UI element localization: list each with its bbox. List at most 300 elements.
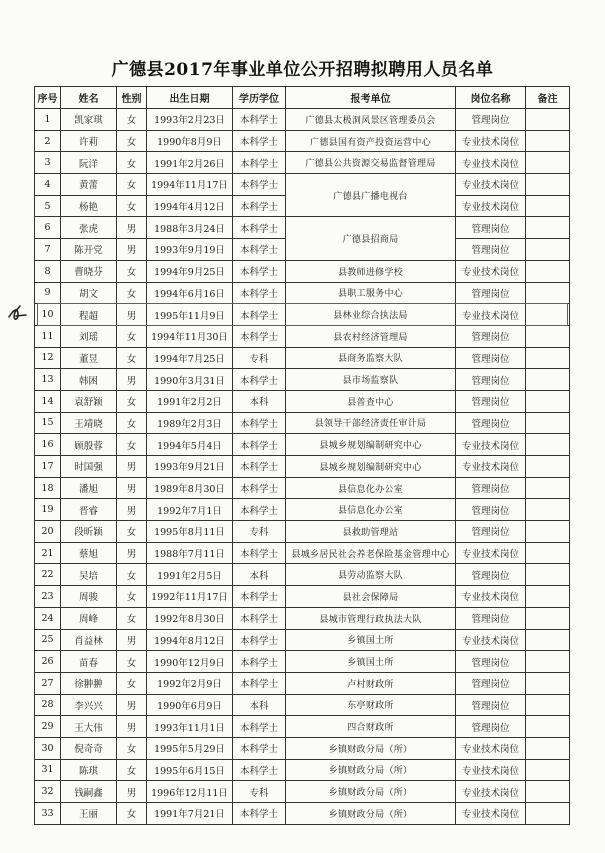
cell-unit: 广德县太极洞风景区管理委员会 xyxy=(286,109,456,131)
cell-position: 管理岗位 xyxy=(456,672,526,694)
cell-note xyxy=(526,737,570,759)
cell-education: 专科 xyxy=(233,521,286,543)
cell-dob: 1989年2月3日 xyxy=(147,412,233,434)
cell-note xyxy=(526,607,570,629)
cell-dob: 1991年2月26日 xyxy=(147,152,233,174)
cell-no: 14 xyxy=(35,390,61,412)
cell-dob: 1994年9月25日 xyxy=(147,260,233,282)
cell-dob: 1991年2月2日 xyxy=(147,390,233,412)
cell-education: 本科学士 xyxy=(233,737,286,759)
cell-note xyxy=(526,803,570,825)
cell-education: 本科学士 xyxy=(233,304,286,326)
cell-education: 本科学士 xyxy=(233,195,286,217)
cell-position: 专业技术岗位 xyxy=(456,130,526,152)
cell-education: 本科学士 xyxy=(233,412,286,434)
cell-position: 管理岗位 xyxy=(456,347,526,369)
cell-note xyxy=(526,260,570,282)
cell-no: 21 xyxy=(35,542,61,564)
cell-unit: 县城乡规划编制研究中心 xyxy=(286,434,456,456)
cell-dob: 1996年12月11日 xyxy=(147,781,233,803)
table-row xyxy=(35,781,570,803)
hire-roster-table xyxy=(34,86,570,825)
cell-name: 周骏 xyxy=(61,586,117,608)
table-body xyxy=(35,109,570,825)
cell-unit: 县农村经济管理局 xyxy=(286,325,456,347)
table-header-row xyxy=(35,87,570,109)
cell-name: 王丽 xyxy=(61,803,117,825)
cell-sex: 女 xyxy=(117,152,147,174)
cell-name: 王靖晓 xyxy=(61,412,117,434)
cell-sex: 女 xyxy=(117,195,147,217)
cell-education: 本科学士 xyxy=(233,434,286,456)
table-row xyxy=(35,152,570,174)
cell-position: 管理岗位 xyxy=(456,282,526,304)
cell-education: 本科 xyxy=(233,390,286,412)
cell-position: 管理岗位 xyxy=(456,369,526,391)
cell-name: 李兴兴 xyxy=(61,694,117,716)
cell-sex: 女 xyxy=(117,390,147,412)
cell-unit: 乡镇国土所 xyxy=(286,629,456,651)
cell-no: 27 xyxy=(35,672,61,694)
cell-education: 本科学士 xyxy=(233,282,286,304)
cell-note xyxy=(526,239,570,261)
cell-sex: 女 xyxy=(117,260,147,282)
cell-sex: 女 xyxy=(117,521,147,543)
cell-sex: 女 xyxy=(117,325,147,347)
cell-note xyxy=(526,412,570,434)
cell-no: 17 xyxy=(35,456,61,478)
cell-dob: 1995年8月11日 xyxy=(147,521,233,543)
cell-education: 本科 xyxy=(233,564,286,586)
cell-sex: 女 xyxy=(117,434,147,456)
cell-unit: 县领导干部经济责任审计局 xyxy=(286,412,456,434)
cell-dob: 1993年9月19日 xyxy=(147,239,233,261)
cell-education: 本科学士 xyxy=(233,217,286,239)
cell-position: 专业技术岗位 xyxy=(456,260,526,282)
cell-note xyxy=(526,586,570,608)
cell-unit: 乡镇财政分局（所） xyxy=(286,781,456,803)
cell-dob: 1990年6月9日 xyxy=(147,694,233,716)
cell-sex: 男 xyxy=(117,694,147,716)
cell-note xyxy=(526,651,570,673)
cell-unit: 乡镇财政分局（所） xyxy=(286,803,456,825)
cell-education: 本科学士 xyxy=(233,239,286,261)
cell-education: 本科学士 xyxy=(233,130,286,152)
cell-unit: 县信息化办公室 xyxy=(286,499,456,521)
cell-note xyxy=(526,542,570,564)
cell-note xyxy=(526,499,570,521)
cell-no: 25 xyxy=(35,629,61,651)
cell-name: 许莉 xyxy=(61,130,117,152)
cell-sex: 男 xyxy=(117,369,147,391)
cell-unit: 四合财政所 xyxy=(286,716,456,738)
cell-unit: 广德县招商局 xyxy=(286,217,456,260)
cell-unit: 广德县公共资源交易监督管理局 xyxy=(286,152,456,174)
cell-position: 管理岗位 xyxy=(456,607,526,629)
cell-no: 12 xyxy=(35,347,61,369)
table-row xyxy=(35,325,570,347)
cell-name: 段昕颖 xyxy=(61,521,117,543)
cell-position: 专业技术岗位 xyxy=(456,304,526,326)
cell-note xyxy=(526,152,570,174)
cell-no: 2 xyxy=(35,130,61,152)
table-row xyxy=(35,651,570,673)
cell-position: 管理岗位 xyxy=(456,499,526,521)
cell-position: 管理岗位 xyxy=(456,521,526,543)
cell-note xyxy=(526,477,570,499)
cell-note xyxy=(526,672,570,694)
cell-name: 钱嗣鑫 xyxy=(61,781,117,803)
cell-no: 6 xyxy=(35,217,61,239)
cell-sex: 女 xyxy=(117,109,147,131)
cell-dob: 1991年2月5日 xyxy=(147,564,233,586)
cell-name: 王大伟 xyxy=(61,716,117,738)
table-row xyxy=(35,109,570,131)
cell-name: 陈琪 xyxy=(61,759,117,781)
cell-sex: 女 xyxy=(117,737,147,759)
cell-dob: 1994年8月12日 xyxy=(147,629,233,651)
cell-sex: 女 xyxy=(117,803,147,825)
table-row xyxy=(35,564,570,586)
cell-name: 胡文 xyxy=(61,282,117,304)
cell-name: 晋睿 xyxy=(61,499,117,521)
cell-education: 本科学士 xyxy=(233,716,286,738)
cell-sex: 男 xyxy=(117,217,147,239)
cell-note xyxy=(526,347,570,369)
col-header-position: 岗位名称 xyxy=(456,87,526,109)
document-title: 广德县2017年事业单位公开招聘拟聘用人员名单 xyxy=(111,60,494,80)
cell-unit: 县普查中心 xyxy=(286,390,456,412)
cell-education: 本科学士 xyxy=(233,629,286,651)
cell-no: 13 xyxy=(35,369,61,391)
cell-position: 管理岗位 xyxy=(456,217,526,239)
cell-education: 本科学士 xyxy=(233,456,286,478)
cell-sex: 女 xyxy=(117,412,147,434)
cell-education: 本科学士 xyxy=(233,499,286,521)
cell-no: 19 xyxy=(35,499,61,521)
cell-name: 周峰 xyxy=(61,607,117,629)
cell-note xyxy=(526,390,570,412)
cell-name: 顾殷蓉 xyxy=(61,434,117,456)
cell-sex: 男 xyxy=(117,477,147,499)
cell-no: 32 xyxy=(35,781,61,803)
cell-position: 专业技术岗位 xyxy=(456,629,526,651)
col-header-unit: 报考单位 xyxy=(286,87,456,109)
cell-position: 管理岗位 xyxy=(456,651,526,673)
cell-no: 10 xyxy=(35,304,61,326)
cell-sex: 女 xyxy=(117,586,147,608)
cell-unit: 东亭财政所 xyxy=(286,694,456,716)
cell-sex: 男 xyxy=(117,239,147,261)
cell-name: 陈开党 xyxy=(61,239,117,261)
table-row xyxy=(35,174,570,196)
cell-note xyxy=(526,130,570,152)
cell-position: 专业技术岗位 xyxy=(456,152,526,174)
cell-unit: 乡镇国土所 xyxy=(286,651,456,673)
cell-dob: 1988年3月24日 xyxy=(147,217,233,239)
table-row xyxy=(35,716,570,738)
cell-unit: 县信息化办公室 xyxy=(286,477,456,499)
cell-unit: 县社会保障局 xyxy=(286,586,456,608)
cell-name: 张虎 xyxy=(61,217,117,239)
cell-position: 管理岗位 xyxy=(456,716,526,738)
cell-education: 本科学士 xyxy=(233,542,286,564)
cell-dob: 1993年2月23日 xyxy=(147,109,233,131)
col-header-education: 学历学位 xyxy=(233,87,286,109)
table-row xyxy=(35,304,570,326)
cell-position: 管理岗位 xyxy=(456,239,526,261)
cell-dob: 1993年9月21日 xyxy=(147,456,233,478)
cell-name: 程超 xyxy=(61,304,117,326)
cell-education: 本科学士 xyxy=(233,109,286,131)
cell-education: 本科 xyxy=(233,694,286,716)
table-row xyxy=(35,434,570,456)
cell-position: 专业技术岗位 xyxy=(456,542,526,564)
cell-sex: 男 xyxy=(117,716,147,738)
cell-unit: 乡镇财政分局（所） xyxy=(286,759,456,781)
table-row xyxy=(35,694,570,716)
cell-sex: 女 xyxy=(117,672,147,694)
table-row xyxy=(35,347,570,369)
cell-name: 徐翀翀 xyxy=(61,672,117,694)
cell-position: 专业技术岗位 xyxy=(456,456,526,478)
cell-name: 刘瑶 xyxy=(61,325,117,347)
cell-dob: 1989年8月30日 xyxy=(147,477,233,499)
cell-position: 专业技术岗位 xyxy=(456,434,526,456)
table-row xyxy=(35,282,570,304)
cell-note xyxy=(526,564,570,586)
cell-no: 11 xyxy=(35,325,61,347)
cell-sex: 女 xyxy=(117,130,147,152)
cell-unit: 县林业综合执法局 xyxy=(286,304,456,326)
cell-name: 吴培 xyxy=(61,564,117,586)
cell-note xyxy=(526,304,570,326)
cell-position: 管理岗位 xyxy=(456,564,526,586)
cell-sex: 男 xyxy=(117,781,147,803)
cell-unit: 广德县国有资产投资运营中心 xyxy=(286,130,456,152)
cell-position: 专业技术岗位 xyxy=(456,174,526,196)
cell-dob: 1995年11月9日 xyxy=(147,304,233,326)
cell-note xyxy=(526,369,570,391)
table-row xyxy=(35,412,570,434)
cell-unit: 县职工服务中心 xyxy=(286,282,456,304)
cell-position: 管理岗位 xyxy=(456,390,526,412)
cell-dob: 1990年8月9日 xyxy=(147,130,233,152)
col-header-dob: 出生日期 xyxy=(147,87,233,109)
cell-name: 肖益林 xyxy=(61,629,117,651)
cell-unit: 县商务监察大队 xyxy=(286,347,456,369)
cell-name: 黄蕾 xyxy=(61,174,117,196)
cell-no: 3 xyxy=(35,152,61,174)
cell-no: 4 xyxy=(35,174,61,196)
cell-no: 7 xyxy=(35,239,61,261)
table-row xyxy=(35,759,570,781)
cell-dob: 1995年5月29日 xyxy=(147,737,233,759)
cell-education: 本科学士 xyxy=(233,651,286,673)
cell-dob: 1994年4月12日 xyxy=(147,195,233,217)
cell-dob: 1994年11月30日 xyxy=(147,325,233,347)
cell-name: 阮洋 xyxy=(61,152,117,174)
cell-note xyxy=(526,716,570,738)
cell-name: 袁舒颖 xyxy=(61,390,117,412)
cell-education: 本科学士 xyxy=(233,174,286,196)
cell-unit: 县救助管理站 xyxy=(286,521,456,543)
cell-unit: 乡镇财政分局（所） xyxy=(286,737,456,759)
cell-position: 专业技术岗位 xyxy=(456,781,526,803)
cell-sex: 男 xyxy=(117,542,147,564)
cell-unit: 卢村财政所 xyxy=(286,672,456,694)
cell-name: 蔡旭 xyxy=(61,542,117,564)
col-header-no: 序号 xyxy=(35,87,61,109)
cell-no: 16 xyxy=(35,434,61,456)
cell-dob: 1992年7月1日 xyxy=(147,499,233,521)
table-row xyxy=(35,369,570,391)
cell-note xyxy=(526,694,570,716)
cell-dob: 1990年3月31日 xyxy=(147,369,233,391)
table-row xyxy=(35,456,570,478)
cell-no: 28 xyxy=(35,694,61,716)
cell-dob: 1993年11月1日 xyxy=(147,716,233,738)
cell-note xyxy=(526,195,570,217)
cell-sex: 男 xyxy=(117,629,147,651)
cell-no: 30 xyxy=(35,737,61,759)
table-row xyxy=(35,542,570,564)
cell-unit: 县城乡规划编制研究中心 xyxy=(286,456,456,478)
table-row xyxy=(35,803,570,825)
table-row xyxy=(35,737,570,759)
cell-sex: 女 xyxy=(117,174,147,196)
cell-no: 33 xyxy=(35,803,61,825)
cell-dob: 1994年7月25日 xyxy=(147,347,233,369)
cell-education: 专科 xyxy=(233,781,286,803)
cell-position: 管理岗位 xyxy=(456,325,526,347)
cell-dob: 1992年8月30日 xyxy=(147,607,233,629)
cell-name: 董昱 xyxy=(61,347,117,369)
cell-sex: 女 xyxy=(117,282,147,304)
cell-unit: 县城市管理行政执法大队 xyxy=(286,607,456,629)
cell-no: 23 xyxy=(35,586,61,608)
cell-name: 韩困 xyxy=(61,369,117,391)
table-row xyxy=(35,499,570,521)
cell-unit: 县劳动监察大队 xyxy=(286,564,456,586)
cell-unit: 县城乡居民社会养老保险基金管理中心 xyxy=(286,542,456,564)
cell-no: 31 xyxy=(35,759,61,781)
cell-position: 专业技术岗位 xyxy=(456,737,526,759)
cell-note xyxy=(526,781,570,803)
cell-name: 杨艳 xyxy=(61,195,117,217)
cell-dob: 1991年7月21日 xyxy=(147,803,233,825)
table-row xyxy=(35,217,570,239)
cell-education: 本科学士 xyxy=(233,477,286,499)
cell-note xyxy=(526,217,570,239)
table-row xyxy=(35,260,570,282)
cell-no: 15 xyxy=(35,412,61,434)
cell-note xyxy=(526,174,570,196)
cell-unit: 县市场监察队 xyxy=(286,369,456,391)
cell-note xyxy=(526,629,570,651)
col-header-note: 备注 xyxy=(526,87,570,109)
table-row xyxy=(35,390,570,412)
cell-dob: 1995年6月15日 xyxy=(147,759,233,781)
cell-education: 本科学士 xyxy=(233,672,286,694)
cell-sex: 女 xyxy=(117,651,147,673)
cell-dob: 1992年11月17日 xyxy=(147,586,233,608)
cell-position: 专业技术岗位 xyxy=(456,759,526,781)
cell-sex: 女 xyxy=(117,564,147,586)
col-header-sex: 性别 xyxy=(117,87,147,109)
cell-name: 曹晓芬 xyxy=(61,260,117,282)
cell-note xyxy=(526,759,570,781)
cell-no: 22 xyxy=(35,564,61,586)
cell-dob: 1994年11月17日 xyxy=(147,174,233,196)
cell-position: 管理岗位 xyxy=(456,694,526,716)
cell-no: 5 xyxy=(35,195,61,217)
cell-no: 29 xyxy=(35,716,61,738)
cell-note xyxy=(526,109,570,131)
table-row xyxy=(35,629,570,651)
cell-no: 8 xyxy=(35,260,61,282)
cell-name: 时国强 xyxy=(61,456,117,478)
table-row xyxy=(35,521,570,543)
table-row xyxy=(35,130,570,152)
cell-dob: 1994年6月16日 xyxy=(147,282,233,304)
cell-note xyxy=(526,282,570,304)
cell-note xyxy=(526,456,570,478)
cell-position: 专业技术岗位 xyxy=(456,586,526,608)
cell-unit: 广德县广播电视台 xyxy=(286,174,456,217)
cell-education: 本科学士 xyxy=(233,586,286,608)
cell-note xyxy=(526,434,570,456)
cell-education: 本科学士 xyxy=(233,759,286,781)
cell-education: 本科学士 xyxy=(233,260,286,282)
table-row xyxy=(35,586,570,608)
cell-note xyxy=(526,521,570,543)
cell-position: 管理岗位 xyxy=(456,412,526,434)
cell-position: 管理岗位 xyxy=(456,109,526,131)
cell-education: 专科 xyxy=(233,347,286,369)
cell-education: 本科学士 xyxy=(233,152,286,174)
cell-name: 凯家琪 xyxy=(61,109,117,131)
cell-position: 专业技术岗位 xyxy=(456,803,526,825)
cell-sex: 男 xyxy=(117,456,147,478)
cell-education: 本科学士 xyxy=(233,369,286,391)
cell-sex: 男 xyxy=(117,304,147,326)
col-header-name: 姓名 xyxy=(61,87,117,109)
cell-dob: 1994年5月4日 xyxy=(147,434,233,456)
cell-no: 1 xyxy=(35,109,61,131)
pen-mark-icon xyxy=(6,303,32,325)
table-row xyxy=(35,607,570,629)
cell-no: 24 xyxy=(35,607,61,629)
cell-name: 潘旭 xyxy=(61,477,117,499)
cell-position: 专业技术岗位 xyxy=(456,195,526,217)
cell-no: 26 xyxy=(35,651,61,673)
cell-no: 9 xyxy=(35,282,61,304)
cell-dob: 1992年2月9日 xyxy=(147,672,233,694)
cell-sex: 女 xyxy=(117,347,147,369)
cell-dob: 1988年7月11日 xyxy=(147,542,233,564)
cell-name: 苗春 xyxy=(61,651,117,673)
cell-note xyxy=(526,325,570,347)
table-row xyxy=(35,477,570,499)
cell-no: 20 xyxy=(35,521,61,543)
cell-sex: 男 xyxy=(117,499,147,521)
cell-sex: 女 xyxy=(117,759,147,781)
cell-dob: 1990年12月9日 xyxy=(147,651,233,673)
cell-no: 18 xyxy=(35,477,61,499)
cell-sex: 女 xyxy=(117,607,147,629)
cell-education: 本科学士 xyxy=(233,803,286,825)
